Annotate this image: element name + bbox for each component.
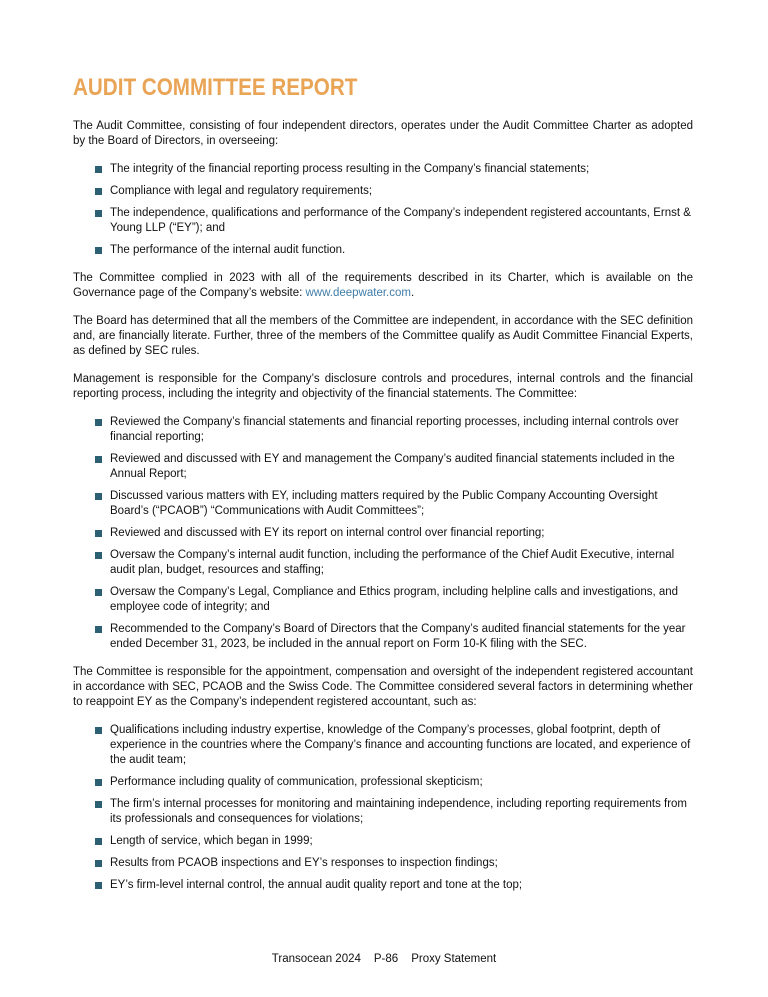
list-item [73, 243, 693, 258]
paragraph-compliance [73, 271, 693, 301]
list-item [73, 775, 693, 790]
list-item-text: Reviewed and discussed with EY its report on internal control over financial reporting; [110, 527, 545, 539]
bullet-square-icon [95, 188, 102, 195]
paragraph-reappointment: The Committee is responsible for the appointment, compensation and oversight of the independent registered accountant in accordance with SEC, PCAOB and the Swiss Code. The Committee considered several factors in determining whether to reappoint EY as the Company’s independent registered accountant, such as: [73, 666, 693, 708]
list-item-text: Oversaw the Company’s Legal, Compliance and Ethics program, including helpline calls and investigations, and employee code of integrity; and [110, 586, 679, 613]
bullet-square-icon [95, 247, 102, 254]
list-item-text: Length of service, which began in 1999; [110, 835, 313, 847]
bullet-square-icon [95, 727, 102, 734]
list-item-text: Qualifications including industry expertise, knowledge of the Company’s processes, global footprint, depth of experience in the countries where the Company’s finance and accounting functions are located, and experience of the audit team; [110, 724, 691, 766]
list-item-text: The integrity of the financial reporting process resulting in the Company’s financial statements; [110, 163, 590, 175]
list-item-text: Performance including quality of communication, professional skepticism; [110, 776, 483, 788]
list-item [73, 162, 693, 177]
list-item [73, 489, 693, 519]
footer-label: Proxy Statement [411, 953, 497, 965]
bullet-square-icon [95, 589, 102, 596]
list-item [73, 184, 693, 199]
list-item-text: Reviewed the Company’s financial statements and financial reporting processes, including internal controls over financial reporting; [110, 416, 679, 443]
paragraph-intro: The Audit Committee, consisting of four independent directors, operates under the Audit Committee Charter as adopted by the Board of Directors, in overseeing: [73, 120, 693, 147]
list-item-text: Oversaw the Company’s internal audit function, including the performance of the Chief Audit Executive, internal audit plan, budget, resources and staffing; [110, 549, 675, 576]
list-item [73, 585, 693, 615]
bullet-square-icon [95, 779, 102, 786]
list-item-text: Compliance with legal and regulatory requirements; [110, 185, 373, 197]
list-item-text: Results from PCAOB inspections and EY’s responses to inspection findings; [110, 857, 498, 869]
bullet-square-icon [95, 456, 102, 463]
bullet-square-icon [95, 166, 102, 173]
list-item-text: The independence, qualifications and performance of the Company’s independent registered accountants, Ernst & Young LLP (“EY”); and [110, 207, 691, 234]
list-item-text: Discussed various matters with EY, including matters required by the Public Company Accounting Oversight Board’s (“PCAOB”) “Communications with Audit Committees”; [110, 490, 658, 517]
list-item [73, 878, 693, 893]
report-content [73, 74, 693, 906]
committee-actions-bullet-list [73, 415, 693, 652]
list-item [73, 834, 693, 849]
list-item [73, 548, 693, 578]
paragraph-management-responsibility: Management is responsible for the Company’s disclosure controls and procedures, internal controls and the financial reporting process, including the integrity and objectivity of the financial statements. The Committee: [73, 373, 693, 400]
list-item [73, 797, 693, 827]
list-item [73, 526, 693, 541]
footer-brand: Transocean 2024 [271, 953, 361, 965]
list-item-text: EY’s firm-level internal control, the annual audit quality report and tone at the top; [110, 879, 523, 891]
website-link[interactable]: www.deepwater.com [305, 287, 411, 299]
bullet-square-icon [95, 626, 102, 633]
page-footer [0, 952, 768, 967]
bullet-square-icon [95, 210, 102, 217]
list-item-text: Reviewed and discussed with EY and management the Company’s audited financial statements included in the Annual Report; [110, 453, 675, 480]
paragraph-board-determination: The Board has determined that all the members of the Committee are independent, in accordance with the SEC definition and, are financially literate. Further, three of the members of the Committee qualify as Audit Committee Financial Experts, as defined by SEC rules. [73, 315, 693, 357]
list-item [73, 622, 693, 652]
bullet-square-icon [95, 860, 102, 867]
bullet-square-icon [95, 419, 102, 426]
footer-page-number: P-86 [373, 953, 399, 965]
paragraph-compliance-post: . [410, 287, 415, 299]
list-item [73, 452, 693, 482]
list-item [73, 723, 693, 768]
reappointment-factors-bullet-list [73, 723, 693, 893]
bullet-square-icon [95, 552, 102, 559]
list-item [73, 415, 693, 445]
list-item-text: Recommended to the Company’s Board of Directors that the Company’s audited financial statements for the year ended December 31, 2023, be included in the annual report on Form 10-K filing with the SEC. [110, 623, 686, 650]
list-item-text: The firm’s internal processes for monitoring and maintaining independence, including reporting requirements from its professionals and consequences for violations; [110, 798, 688, 825]
paragraph-compliance-pre: The Committee complied in 2023 with all of the requirements described in its Charter, which is available on the Governance page of the Company’s website: [73, 272, 693, 299]
bullet-square-icon [95, 530, 102, 537]
bullet-square-icon [95, 493, 102, 500]
bullet-square-icon [95, 838, 102, 845]
list-item [73, 206, 693, 236]
page-title: AUDIT COMMITTEE REPORT [73, 74, 358, 101]
list-item-text: The performance of the internal audit function. [110, 244, 346, 256]
bullet-square-icon [95, 801, 102, 808]
oversight-bullet-list [73, 162, 693, 258]
bullet-square-icon [95, 882, 102, 889]
list-item [73, 856, 693, 871]
